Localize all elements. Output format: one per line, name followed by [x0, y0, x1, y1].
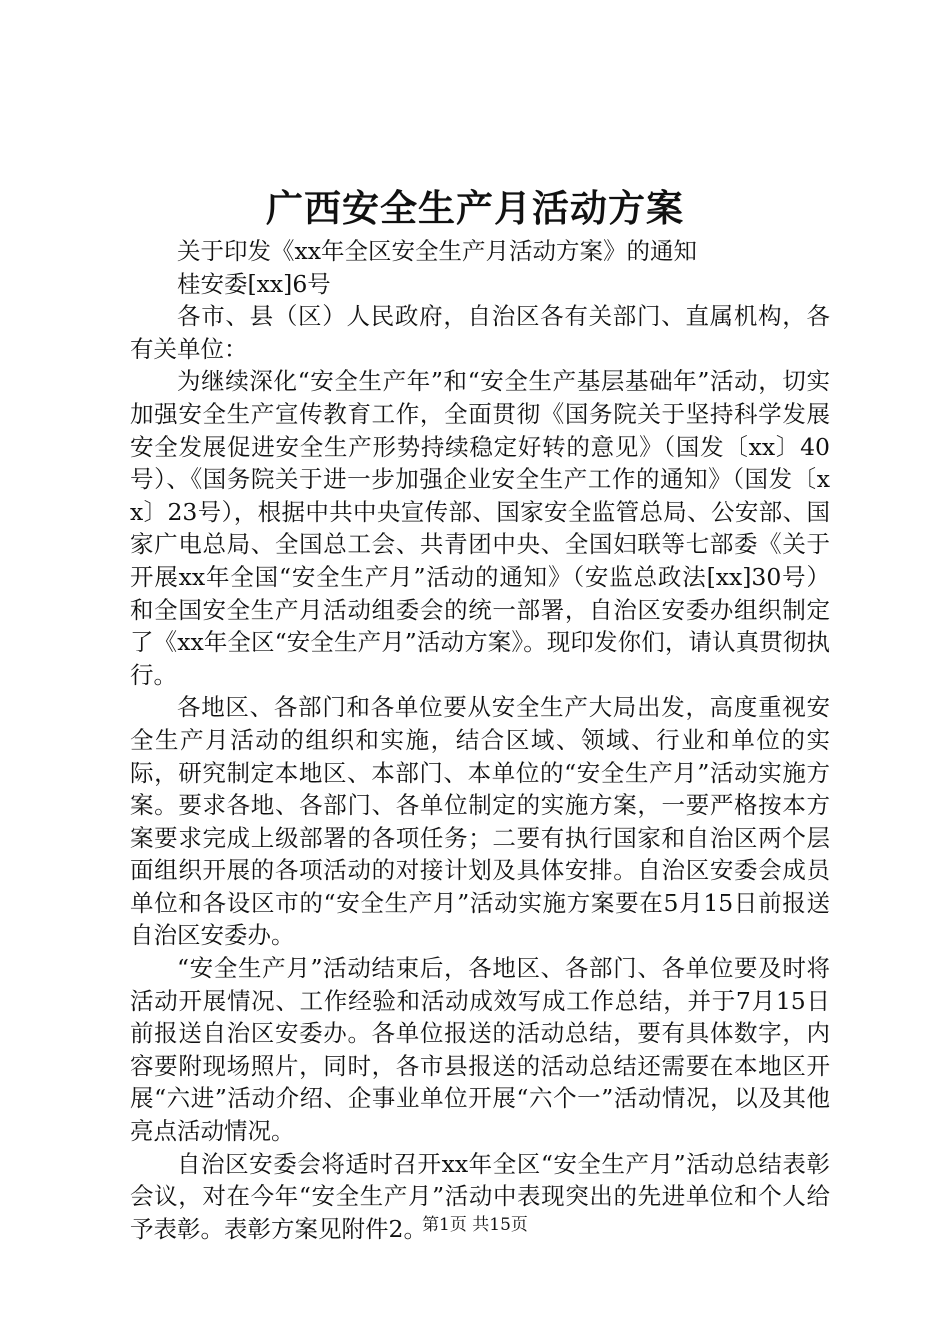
document-number: 桂安委[xx]6号	[177, 269, 331, 298]
document-title: 广西安全生产月活动方案	[266, 186, 684, 230]
body-paragraph: 为继续深化“安全生产年”和“安全生产基层基础年”活动，切实加强安全生产宣传教育工作，全面贯彻《国务院关于坚持科学发展安全发展促进安全生产形势持续稳定好转的意见》（国发〔xx〕40号）、《国务院关于进一步加强企业安全生产工作的通知》（国发〔xx〕23号），根据中共中央宣传部、国家安全监管总局、公安部、国家广电总局、全国总工会、共青团中央、全国妇联等七部委《关于开展xx年全国“安全生产月”活动的通知》（安监总政法[xx]30号）和全国安全生产月活动组委会的统一部署，自治区安委办组织制定了《xx年全区“安全生产月”活动方案》。现印发你们，请认真贯彻执行。	[130, 367, 830, 689]
body-paragraph: “安全生产月”活动结束后，各地区、各部门、各单位要及时将活动开展情况、工作经验和活动成效写成工作总结，并于7月15日前报送自治区安委办。各单位报送的活动总结，要有具体数字，内容要附现场照片，同时，各市县报送的活动总结还需要在本地区开展“六进”活动介绍、企事业单位开展“六个一”活动情况，以及其他亮点活动情况。	[130, 954, 830, 1146]
notice-heading: 关于印发《xx年全区安全生产月活动方案》的通知	[177, 237, 698, 265]
body-paragraph: 各地区、各部门和各单位要从安全生产大局出发，高度重视安全生产月活动的组织和实施，结合区域、领域、行业和单位的实际，研究制定本地区、本部门、本单位的“安全生产月”活动实施方案。要求各地、各部门、各单位制定的实施方案，一要严格按本方案要求完成上级部署的各项任务；二要有执行国家和自治区两个层面组织开展的各项活动的对接计划及具体安排。自治区安委会成员单位和各设区市的“安全生产月”活动实施方案要在5月15日前报送自治区安委办。	[130, 693, 830, 950]
page-number-footer: 第1页 共15页	[422, 1215, 528, 1235]
addressee-paragraph: 各市、县（区）人民政府，自治区各有关部门、直属机构，各有关单位：	[130, 302, 830, 363]
body-paragraph: 自治区安委会将适时召开xx年全区“安全生产月”活动总结表彰会议，对在今年“安全生产月”活动中表现突出的先进单位和个人给予表彰。表彰方案见附件2。	[130, 1149, 830, 1243]
document-body	[130, 235, 830, 1245]
